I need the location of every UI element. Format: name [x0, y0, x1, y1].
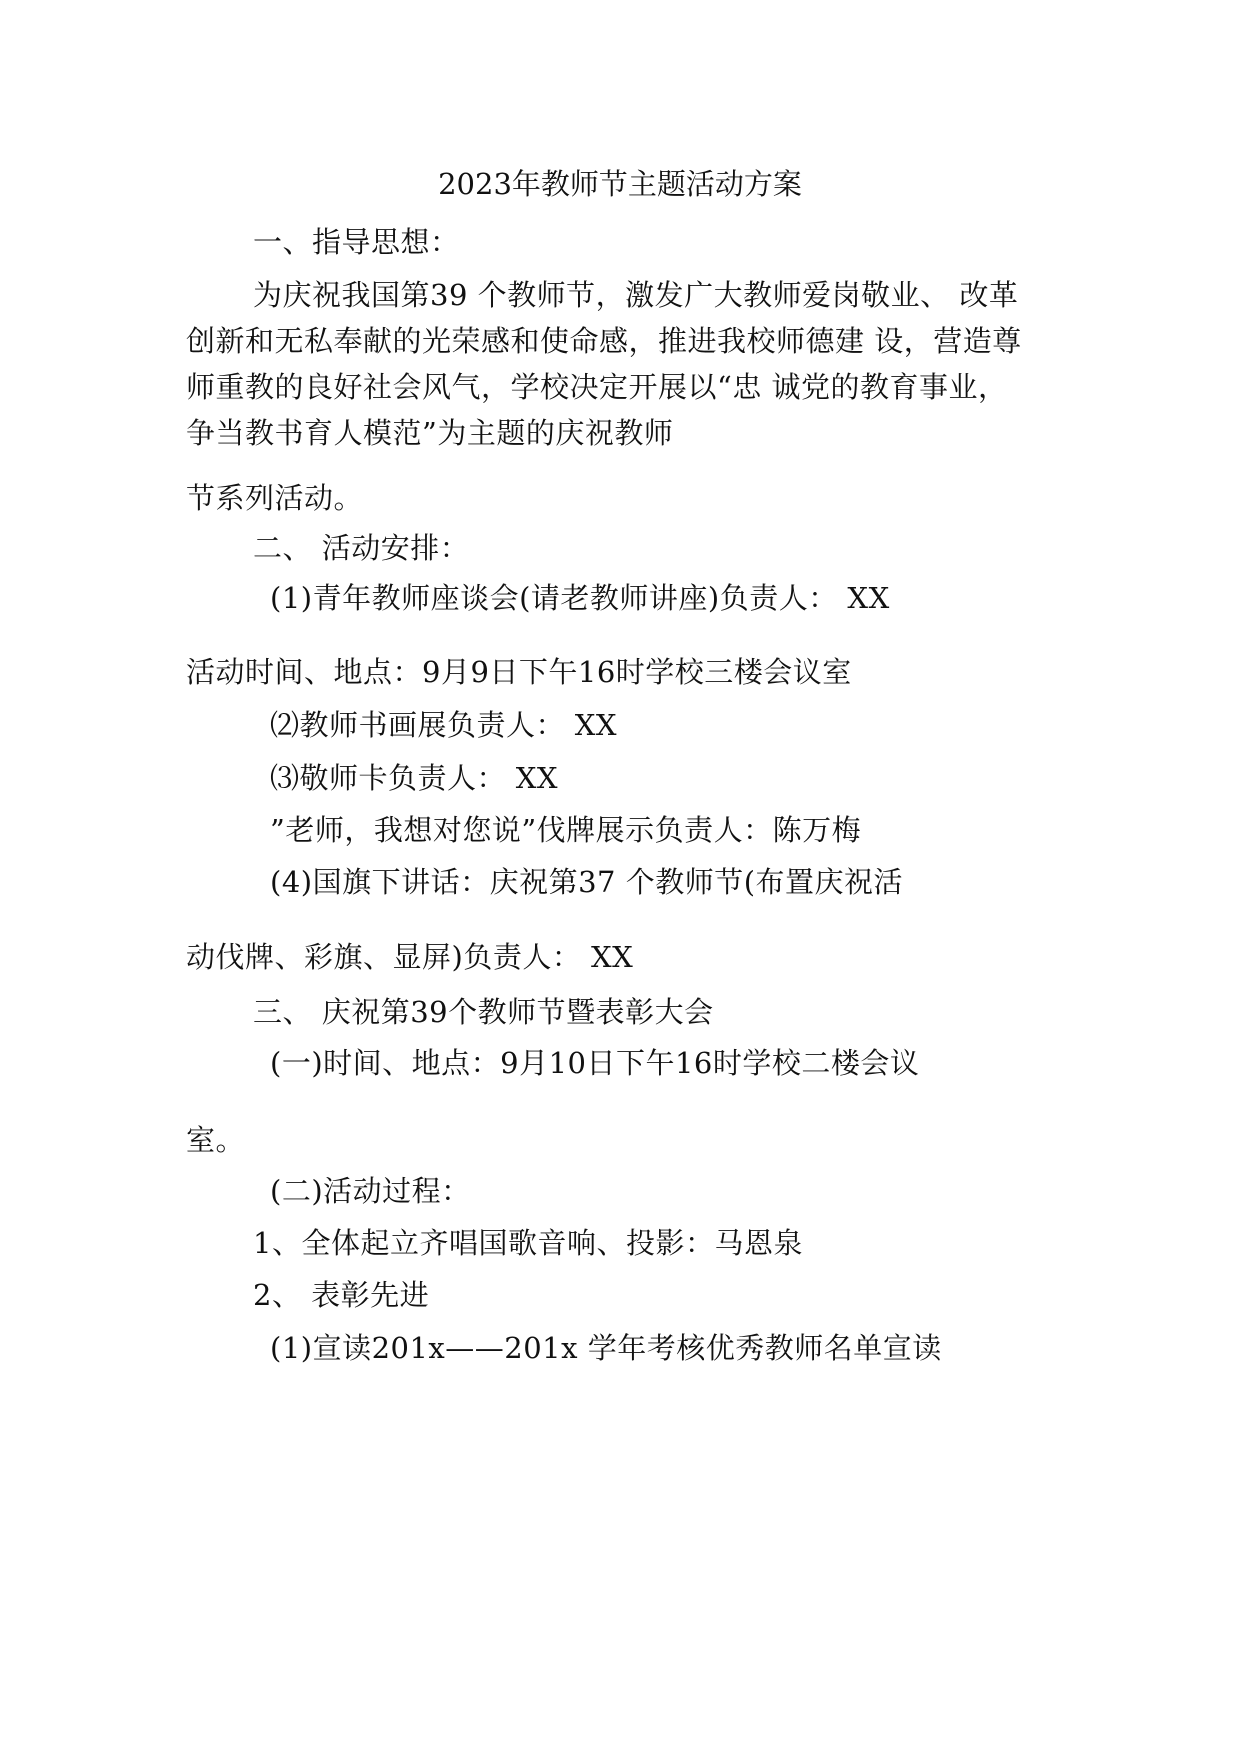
list-item: 1、全体起立齐唱国歌音响、投影：马恩泉: [253, 1226, 803, 1260]
list-item: 2、 表彰先进: [253, 1278, 430, 1312]
section-heading-activity-arrangement: 二、 活动安排：: [253, 531, 470, 565]
paragraph-line: 创新和无私奉献的光荣感和使命感，推进我校师德建 设，营造尊: [186, 324, 1022, 358]
list-item: (1)宣读201x——201x 学年考核优秀教师名单宣读: [270, 1331, 942, 1365]
paragraph-line: 室。: [186, 1123, 246, 1157]
list-item: (二)活动过程：: [270, 1174, 471, 1208]
list-item: ”老师，我想对您说”伐牌展示负责人：陈万梅: [270, 813, 862, 847]
list-item: (1)青年教师座谈会(请老教师讲座)负责人： XX: [270, 581, 890, 615]
paragraph-line: 师重教的良好社会风气，学校决定开展以“忠 诚党的教育事业，: [186, 370, 1008, 404]
section-heading-celebration-meeting: 三、 庆祝第39个教师节暨表彰大会: [253, 995, 714, 1029]
list-item: ⑶敬师卡负责人： XX: [270, 761, 559, 795]
list-item: (4)国旗下讲话：庆祝第37 个教师节(布置庆祝活: [270, 865, 904, 899]
paragraph-line: 节系列活动。: [186, 481, 364, 515]
list-item: ⑵教师书画展负责人： XX: [270, 708, 618, 742]
paragraph-line: 争当教书育人模范”为主题的庆祝教师: [186, 416, 674, 450]
paragraph-line: 为庆祝我国第39 个教师节，激发广大教师爱岗敬业、 改革: [253, 278, 1019, 312]
paragraph-line: 活动时间、地点：9月9日下午16时学校三楼会议室: [186, 655, 852, 689]
section-heading-guiding-thought: 一、指导思想：: [253, 225, 460, 259]
document-title: 2023年教师节主题活动方案: [438, 167, 802, 201]
list-item: (一)时间、地点：9月10日下午16时学校二楼会议: [270, 1046, 920, 1080]
paragraph-line: 动伐牌、彩旗、显屏)负责人： XX: [186, 940, 634, 974]
